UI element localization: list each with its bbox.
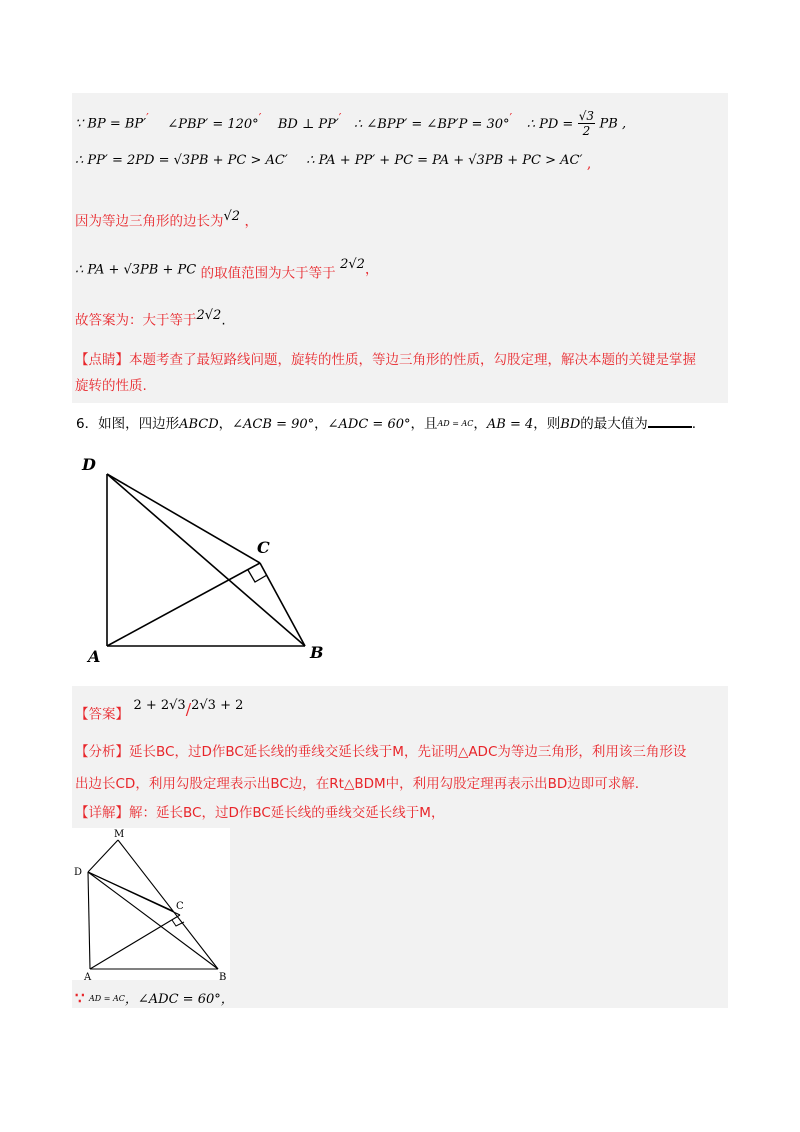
answer-label: 【答案】 — [75, 706, 129, 723]
math-bp-eq: ∵ BP = BP′ — [75, 116, 147, 132]
solution-line-2 — [75, 150, 591, 174]
comma-mark: , — [586, 155, 592, 172]
label-c: C — [257, 538, 270, 557]
math-2sqrt2: 2√2 — [340, 257, 365, 272]
solution-line-1: ∵ BP = BP′′ ∠PBP′ = 120°′ BD ⊥ PP′′ ∴ ∠BPP′ = ∠BP′P = 30°′ ∴ PD = $\frac{√3}{2}$ PB , — [75, 109, 627, 139]
math-ad-eq-ac-2: AD = AC — [89, 994, 125, 1003]
math-ad-eq-ac: AD = AC — [437, 419, 474, 428]
segment-db — [88, 872, 218, 969]
analysis-line-1: 【分析】延长BC，过D作BC延长线的垂线交延长线于M，先证明△ADC为等边三角形，利用该三角形设 — [75, 744, 687, 760]
segment-mb — [118, 840, 218, 969]
answer-value-b: 2√3 + 2 — [191, 698, 244, 713]
analysis-line-2: 出边长CD，利用勾股定理表示出BC边，在Rt△BDM中，利用勾股定理再表示出BD边即可求解. — [75, 776, 640, 792]
math-pd-eq: ∴ PD = — [526, 116, 574, 132]
math-ab-eq-4: AB = 4 — [486, 417, 534, 432]
answer-slash: / — [185, 699, 192, 719]
math-bd: BD — [560, 417, 581, 432]
label-m: M — [114, 829, 125, 840]
label-d: D — [74, 867, 83, 878]
text-side-length: 因为等边三角形的边长为 — [75, 213, 224, 230]
segment-dc — [107, 474, 260, 563]
segment-da — [88, 872, 90, 969]
math-bd-perp: BD ⊥ PP′ — [277, 116, 339, 132]
math-sqrt2: √2 — [223, 209, 241, 224]
label-b: B — [219, 972, 227, 980]
comment-line-1: 【点睛】本题考查了最短路线问题，旋转的性质，等边三角形的性质，勾股定理，解决本题的关键是掌握 — [75, 352, 696, 368]
figure-quadrilateral-abcd — [80, 450, 340, 670]
answer-line — [75, 696, 243, 724]
solution-line-3: 因为等边三角形的边长为√2 ， — [75, 209, 259, 230]
solution-line-5: 故答案为：大于等于2√2. — [75, 308, 226, 329]
segment-ac — [90, 915, 180, 969]
segment-ac — [107, 563, 260, 646]
math-pb: PB , — [599, 116, 627, 132]
figure-construction-bdm — [72, 828, 230, 980]
label-b: B — [310, 643, 324, 662]
text-range: 的取值范围为大于等于 — [200, 265, 336, 282]
math-abcd: ABCD — [179, 417, 219, 432]
text-answer-is: 故答案为：大于等于 — [75, 312, 197, 329]
comment-line-2: 旋转的性质. — [75, 378, 147, 394]
math-angle-acb: ∠ACB = 90° — [232, 417, 315, 432]
detail-line: 【详解】解：延长BC，过D作BC延长线的垂线交延长线于M， — [75, 805, 445, 821]
answer-value-a: 2 + 2√3 — [133, 698, 186, 713]
answer-blank — [648, 414, 692, 428]
question-6: 6．如图，四边形ABCD，∠ACB = 90°，∠ADC = 60°，且AD = AC，AB = 4，则BD的最大值为 . — [76, 416, 697, 432]
segment-db — [107, 474, 305, 646]
math-angle-bpp: ∴ ∠BPP′ = ∠BP′P = 30° — [353, 116, 510, 132]
label-a: A — [84, 972, 92, 980]
math-angle-pbp: ∠PBP′ = 120° — [167, 116, 259, 132]
right-angle-mark-c — [172, 920, 184, 926]
last-line — [75, 988, 234, 1010]
label-c: C — [176, 901, 184, 912]
question-number: 6．如图，四边形 — [76, 416, 180, 432]
segment-dm-perp — [88, 872, 173, 911]
because-symbol: ∵ — [75, 989, 85, 1007]
solution-line-4: ∴ PA + √3PB + PC 的取值范围为大于等于 2√2， — [75, 257, 379, 282]
math-answer-2sqrt2: 2√2 — [196, 308, 222, 323]
segment-dm — [88, 840, 118, 872]
math-angle-adc: ∠ADC = 60° — [327, 417, 411, 432]
label-d: D — [82, 455, 96, 474]
fraction-sqrt3-over-2: $\frac{√3}{2}$ — [578, 109, 595, 139]
math-pa-expression: ∴ PA + √3PB + PC — [75, 262, 197, 278]
math-pa-sum: ∴ PA + PP′ + PC = PA + √3PB + PC > AC′ — [306, 153, 583, 168]
math-angle-adc-2: ，∠ADC = 60°， — [124, 992, 234, 1007]
label-a: A — [88, 647, 101, 666]
math-pp-eq: ∴ PP′ = 2PD = √3PB + PC > AC′ — [75, 153, 288, 168]
